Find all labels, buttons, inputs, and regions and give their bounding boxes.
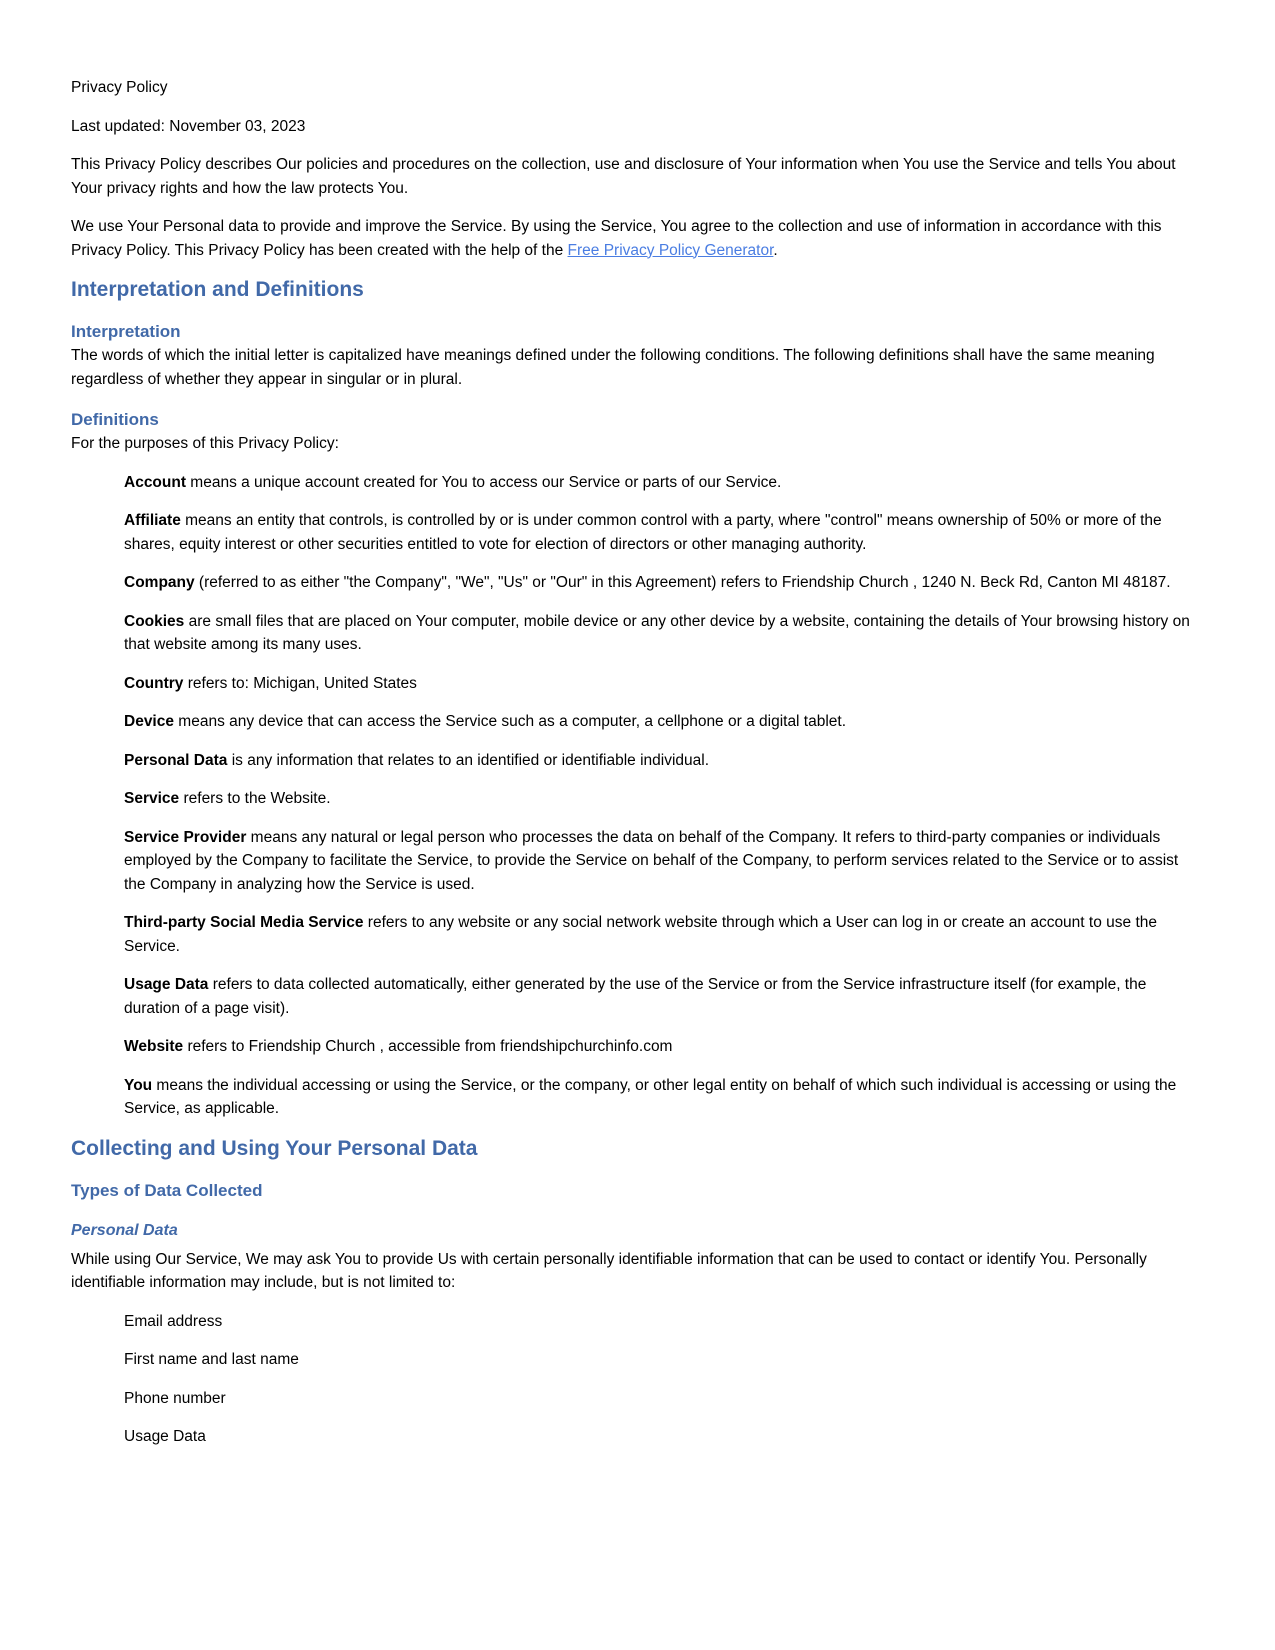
privacy-policy-generator-link[interactable]: Free Privacy Policy Generator xyxy=(567,241,774,259)
list-item-usage-data: Usage Data xyxy=(124,1428,206,1445)
definitions-list xyxy=(124,471,1204,1121)
intro-paragraph-2-period: . xyxy=(773,241,778,259)
definition-term: Device xyxy=(124,713,174,730)
definition-term: Usage Data xyxy=(124,976,209,993)
definition-item-you xyxy=(124,1074,1204,1121)
intro-paragraph-2 xyxy=(71,215,1204,262)
interpretation-body: The words of which the initial letter is capitalized have meanings defined under the following conditions. The following definitions shall have the same meaning regardless of whether they appear in singular or in plural. xyxy=(71,347,1155,388)
subsection-heading-interpretation: Interpretation xyxy=(71,322,181,341)
intro-paragraph-2-text: We use Your Personal data to provide and improve the Service. By using the Service, You agree to the collection and use of information in accordance with this Privacy Policy. This Privacy Policy has been created with the help of the xyxy=(71,218,1162,259)
definition-item-country xyxy=(124,672,1204,696)
definition-term: Country xyxy=(124,674,184,692)
definition-term: Service xyxy=(124,790,180,807)
personal-data-list xyxy=(124,1310,1204,1449)
list-item-email-address: Email address xyxy=(124,1312,223,1330)
definition-text: are small files that are placed on Your computer, mobile device or any other device by a website, containing the details of Your browsing history on that website among its many uses. xyxy=(124,612,1190,653)
definition-item-service xyxy=(124,787,1204,811)
definition-text: refers to data collected automatically, either generated by the use of the Service or from the Service infrastructure itself (for example, the duration of a page visit). xyxy=(124,976,1147,1017)
definition-item-personal-data xyxy=(124,749,1204,773)
subsection-heading-definitions: Definitions xyxy=(71,410,159,429)
definition-text: means a unique account created for You to access our Service or parts of our Service. xyxy=(186,473,782,491)
definition-item-usage-data xyxy=(124,973,1204,1020)
definition-term: Third-party Social Media Service xyxy=(124,914,364,931)
definition-text: means the individual accessing or using the Service, or the company, or other legal entity on behalf of which such individual is accessing or using the Service, as applicable. xyxy=(124,1076,1177,1117)
definition-text: is any information that relates to an identified or identifiable individual. xyxy=(227,751,710,769)
last-updated: Last updated: November 03, 2023 xyxy=(71,117,306,135)
definition-term: Company xyxy=(124,574,195,591)
definition-text: means an entity that controls, is controlled by or is under common control with a party, where "control" means ownership of 50% or more of the shares, equity interest or other securities entitled to vote for election of directors or other managing authority. xyxy=(124,512,1162,553)
definition-item-third-party-social-media-service xyxy=(124,911,1204,958)
definition-term: Affiliate xyxy=(124,512,181,529)
definition-item-account xyxy=(124,471,1204,495)
definition-text: refers to the Website. xyxy=(179,790,331,807)
definition-item-company xyxy=(124,571,1204,595)
list-item-first-last-name: First name and last name xyxy=(124,1351,299,1368)
page-title: Privacy Policy xyxy=(71,79,168,96)
section-heading-collecting-data: Collecting and Using Your Personal Data xyxy=(71,1136,478,1160)
section-heading-interpretation-definitions: Interpretation and Definitions xyxy=(71,278,364,301)
definition-text: means any natural or legal person who processes the data on behalf of the Company. It refers to third-party companies or individuals employed by the Company to facilitate the Service, to provide the Service on behalf of the Company, to perform services related to the Service or to assist the Company in analyzing how the Service is used. xyxy=(124,828,1179,893)
definition-item-affiliate xyxy=(124,509,1204,556)
definition-item-device xyxy=(124,710,1204,734)
definition-item-service-provider xyxy=(124,826,1204,897)
definition-text: refers to any website or any social network website through which a User can log in or create an account to use the Service. xyxy=(124,914,1157,955)
definition-text: refers to: Michigan, United States xyxy=(183,674,417,692)
definition-term: Website xyxy=(124,1038,184,1055)
personal-data-lead: While using Our Service, We may ask You to provide Us with certain personally identifiable information that can be used to contact or identify You. Personally identifiable information may include, but is not limited to: xyxy=(71,1250,1147,1291)
definition-item-cookies xyxy=(124,610,1204,657)
definition-term: Personal Data xyxy=(124,751,228,769)
definition-term: Cookies xyxy=(124,612,185,630)
definition-term: Account xyxy=(124,473,186,491)
definition-text: refers to Friendship Church , accessible from friendshipchurchinfo.com xyxy=(183,1038,673,1055)
definitions-lead: For the purposes of this Privacy Policy: xyxy=(71,435,339,452)
definition-text: (referred to as either "the Company", "We", "Us" or "Our" in this Agreement) refers to Friendship Church , 1240 N. Beck Rd, Canton MI 48187. xyxy=(194,574,1171,591)
definition-term: Service Provider xyxy=(124,828,247,846)
list-item-phone-number: Phone number xyxy=(124,1389,226,1407)
subsubsection-heading-personal-data: Personal Data xyxy=(71,1221,178,1239)
definition-text: means any device that can access the Service such as a computer, a cellphone or a digital tablet. xyxy=(173,713,847,730)
definition-term: You xyxy=(124,1076,153,1094)
definition-item-website xyxy=(124,1035,1204,1059)
intro-paragraph-1: This Privacy Policy describes Our policies and procedures on the collection, use and disclosure of Your information when You use the Service and tells You about Your privacy rights and how the law protects You. xyxy=(71,156,1176,197)
subsection-heading-types-of-data: Types of Data Collected xyxy=(71,1180,263,1200)
